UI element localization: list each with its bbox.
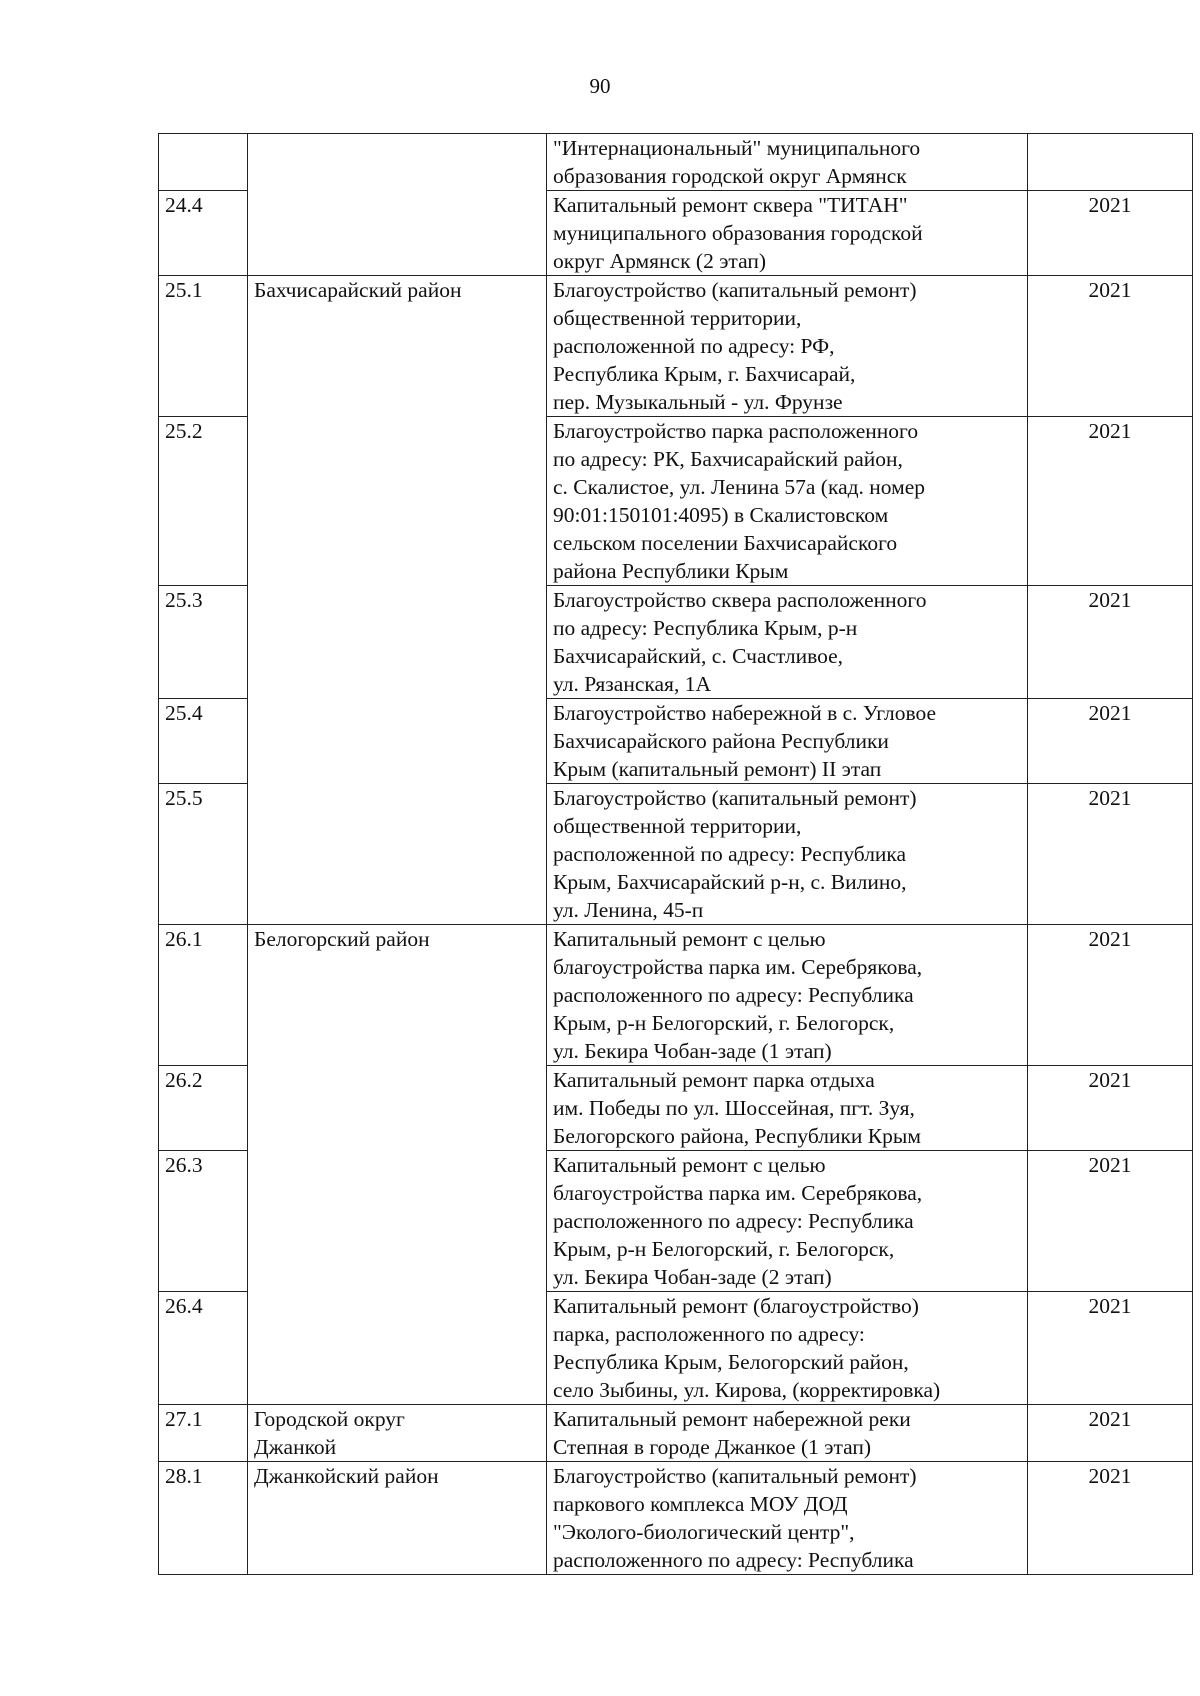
row-number-cell: 26.2 bbox=[159, 1066, 248, 1151]
project-description-cell: Благоустройство парка расположенного по адресу: РК, Бахчисарайский район, с. Скалистое, ул. Ленина 57а (кад. номер 90:01:150101:4095) в Скалистовском сельском поселении Бахчисарайского района Республики Крым bbox=[547, 417, 1028, 586]
year-cell bbox=[1028, 134, 1193, 191]
row-number-cell: 28.1 bbox=[159, 1462, 248, 1575]
year-cell: 2021 bbox=[1028, 699, 1193, 784]
year-cell: 2021 bbox=[1028, 1462, 1193, 1575]
row-number-cell: 25.1 bbox=[159, 276, 248, 417]
project-description-cell: Благоустройство сквера расположенного по адресу: Республика Крым, р-н Бахчисарайский, с. Счастливое, ул. Рязанская, 1А bbox=[547, 586, 1028, 699]
row-number-cell bbox=[159, 134, 248, 191]
district-cell: Бахчисарайский район bbox=[248, 276, 547, 925]
row-number-cell: 26.4 bbox=[159, 1292, 248, 1405]
page-number: 90 bbox=[589, 74, 611, 98]
year-cell: 2021 bbox=[1028, 1151, 1193, 1292]
year-cell: 2021 bbox=[1028, 276, 1193, 417]
year-cell: 2021 bbox=[1028, 1066, 1193, 1151]
row-number-cell: 26.1 bbox=[159, 925, 248, 1066]
district-cell: Городской округ Джанкой bbox=[248, 1405, 547, 1462]
project-description-cell: Капитальный ремонт сквера "ТИТАН" муниципального образования городской округ Армянск (2 этап) bbox=[547, 191, 1028, 276]
project-description-cell: Благоустройство набережной в с. Угловое Бахчисарайского района Республики Крым (капитальный ремонт) II этап bbox=[547, 699, 1028, 784]
table-row bbox=[159, 276, 1193, 417]
year-cell: 2021 bbox=[1028, 417, 1193, 586]
row-number-cell: 25.5 bbox=[159, 784, 248, 925]
project-description-cell: Капитальный ремонт набережной реки Степная в городе Джанкое (1 этап) bbox=[547, 1405, 1028, 1462]
project-description-cell: Капитальный ремонт парка отдыха им. Победы по ул. Шоссейная, пгт. Зуя, Белогорского района, Республики Крым bbox=[547, 1066, 1028, 1151]
table-row bbox=[159, 925, 1193, 1066]
row-number-cell: 24.4 bbox=[159, 191, 248, 276]
row-number-cell: 25.3 bbox=[159, 586, 248, 699]
year-cell: 2021 bbox=[1028, 784, 1193, 925]
row-number-cell: 27.1 bbox=[159, 1405, 248, 1462]
project-description-cell: Капитальный ремонт с целью благоустройства парка им. Серебрякова, расположенного по адресу: Республика Крым, р-н Белогорский, г. Белогорск, ул. Бекира Чобан-заде (2 этап) bbox=[547, 1151, 1028, 1292]
year-cell: 2021 bbox=[1028, 586, 1193, 699]
table-row bbox=[159, 134, 1193, 191]
projects-table bbox=[158, 133, 1193, 1575]
year-cell: 2021 bbox=[1028, 191, 1193, 276]
district-cell bbox=[248, 134, 547, 276]
row-number-cell: 26.3 bbox=[159, 1151, 248, 1292]
project-description-cell: Благоустройство (капитальный ремонт) паркового комплекса МОУ ДОД "Эколого-биологический центр", расположенного по адресу: Республика bbox=[547, 1462, 1028, 1575]
year-cell: 2021 bbox=[1028, 1292, 1193, 1405]
row-number-cell: 25.2 bbox=[159, 417, 248, 586]
year-cell: 2021 bbox=[1028, 1405, 1193, 1462]
project-description-cell: Благоустройство (капитальный ремонт) общественной территории, расположенной по адресу: РФ, Республика Крым, г. Бахчисарай, пер. Музыкальный - ул. Фрунзе bbox=[547, 276, 1028, 417]
district-cell: Белогорский район bbox=[248, 925, 547, 1405]
table-row bbox=[159, 1405, 1193, 1462]
row-number-cell: 25.4 bbox=[159, 699, 248, 784]
table-row bbox=[159, 1462, 1193, 1575]
project-description-cell: Капитальный ремонт с целью благоустройства парка им. Серебрякова, расположенного по адресу: Республика Крым, р-н Белогорский, г. Белогорск, ул. Бекира Чобан-заде (1 этап) bbox=[547, 925, 1028, 1066]
project-description-cell: Благоустройство (капитальный ремонт) общественной территории, расположенной по адресу: Республика Крым, Бахчисарайский р-н, с. Вилино, ул. Ленина, 45-п bbox=[547, 784, 1028, 925]
project-description-cell: "Интернациональный" муниципального образования городской округ Армянск bbox=[547, 134, 1028, 191]
project-description-cell: Капитальный ремонт (благоустройство) парка, расположенного по адресу: Республика Крым, Белогорский район, село Зыбины, ул. Кирова, (корректировка) bbox=[547, 1292, 1028, 1405]
projects-table-body bbox=[159, 134, 1193, 1575]
district-cell: Джанкойский район bbox=[248, 1462, 547, 1575]
year-cell: 2021 bbox=[1028, 925, 1193, 1066]
